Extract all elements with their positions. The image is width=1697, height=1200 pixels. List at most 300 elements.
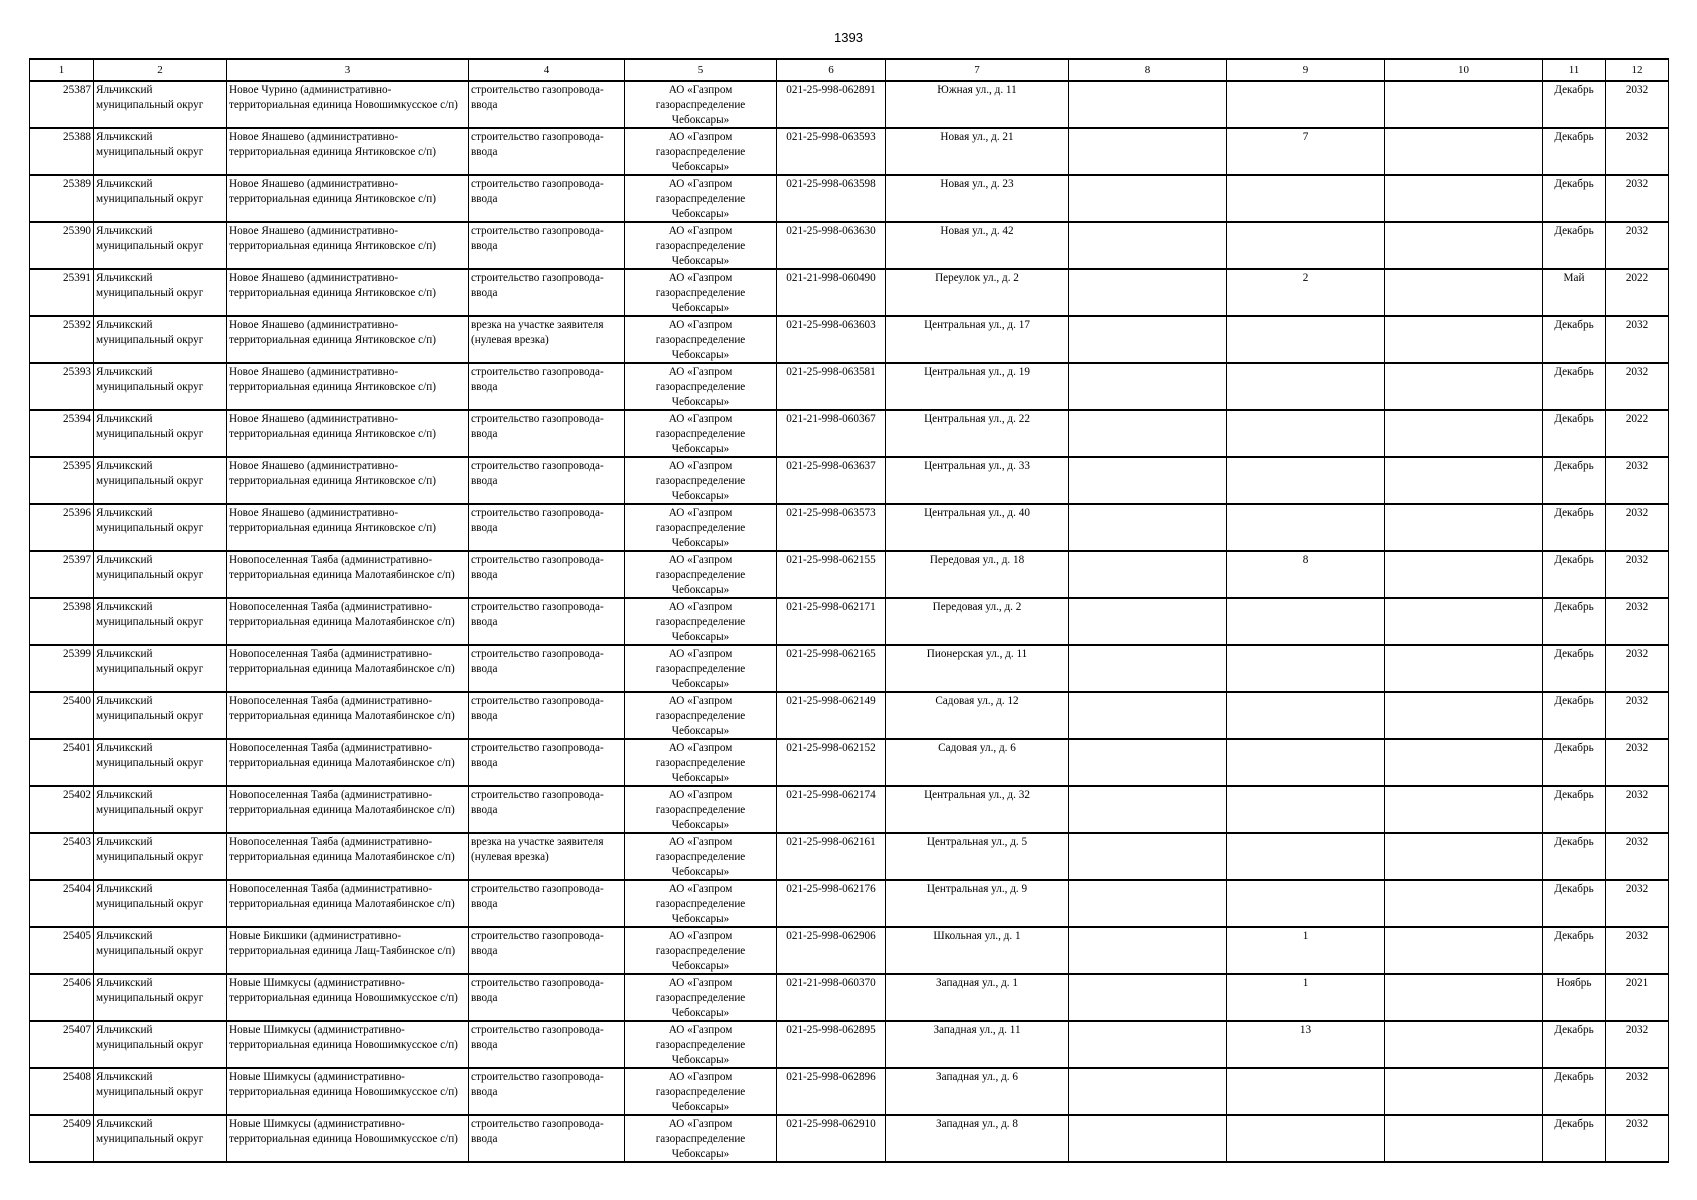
locality-text: Новые Шимкусы (административно-территориальная единица Новошимкусское с/п) [229,1118,458,1145]
address-text: Западная ул., д. 6 [936,1071,1018,1083]
object-code-cell [777,551,886,598]
organization-cell [625,175,777,222]
district-text: Яльчикский муниципальный округ [96,131,204,158]
organization-text: АО «Газпром газораспределение Чебоксары» [655,225,746,267]
table-body [30,81,1669,1162]
address-text: Новая ул., д. 21 [940,131,1014,143]
work-type-cell [469,128,625,175]
organization-text: АО «Газпром газораспределение Чебоксары» [655,1024,746,1066]
address-cell [886,645,1069,692]
column-9-text: 7 [1302,131,1309,143]
month-text: Май [1563,272,1585,284]
column-8-cell [1069,1021,1227,1068]
organization-text: АО «Газпром газораспределение Чебоксары» [655,742,746,784]
work-type-cell [469,974,625,1021]
organization-text: АО «Газпром газораспределение Чебоксары» [655,460,746,502]
address-text: Школьная ул., д. 1 [933,930,1021,942]
year-text: 2022 [1625,272,1649,284]
object-code-cell [777,1021,886,1068]
column-10-cell [1385,128,1543,175]
month-text: Декабрь [1554,225,1594,237]
organization-cell [625,833,777,880]
column-9-cell [1227,833,1385,880]
month-cell [1543,551,1606,598]
object-code-cell [777,457,886,504]
year-text: 2032 [1625,178,1649,190]
year-cell [1606,551,1669,598]
row-number-cell [30,974,94,1021]
object-code-cell [777,222,886,269]
address-cell [886,1115,1069,1162]
month-text: Декабрь [1554,1024,1594,1036]
year-text: 2032 [1625,554,1649,566]
month-text: Декабрь [1554,648,1594,660]
object-code-text: 021-25-998-063593 [786,131,876,143]
column-10-cell [1385,598,1543,645]
district-cell [94,833,227,880]
table-row [30,1115,1669,1162]
column-8-cell [1069,175,1227,222]
column-10-cell [1385,1021,1543,1068]
year-text: 2032 [1625,1024,1649,1036]
object-code-cell [777,786,886,833]
object-code-text: 021-25-998-062910 [786,1118,876,1130]
year-cell [1606,128,1669,175]
year-cell [1606,316,1669,363]
organization-cell [625,1115,777,1162]
object-code-text: 021-25-998-062149 [786,695,876,707]
address-cell [886,598,1069,645]
work-type-text: строительство газопровода-ввода [471,131,604,158]
column-10-cell [1385,269,1543,316]
column-header: 2 [94,59,227,81]
column-9-cell [1227,974,1385,1021]
locality-text: Новое Янашево (административно-территориальная единица Янтиковское с/п) [229,178,436,205]
column-8-cell [1069,222,1227,269]
column-8-cell [1069,786,1227,833]
address-cell [886,81,1069,128]
work-type-cell [469,457,625,504]
row-number-text: 25390 [63,225,91,237]
year-text: 2032 [1625,131,1649,143]
object-code-text: 021-21-998-060490 [786,272,876,284]
year-cell [1606,269,1669,316]
address-text: Садовая ул., д. 12 [935,695,1019,707]
object-code-cell [777,1068,886,1115]
organization-cell [625,128,777,175]
object-code-cell [777,645,886,692]
column-8-cell [1069,551,1227,598]
year-text: 2021 [1625,977,1649,989]
object-code-cell [777,974,886,1021]
locality-cell [227,410,469,457]
row-number-text: 25403 [63,836,91,848]
address-text: Новая ул., д. 42 [940,225,1014,237]
work-type-text: строительство газопровода-ввода [471,272,604,299]
gasification-registry-table [29,58,1669,1163]
month-cell [1543,128,1606,175]
address-cell [886,175,1069,222]
year-text: 2032 [1625,225,1649,237]
work-type-text: строительство газопровода-ввода [471,366,604,393]
row-number-text: 25398 [63,601,91,613]
object-code-text: 021-25-998-062152 [786,742,876,754]
row-number-cell [30,457,94,504]
column-10-cell [1385,81,1543,128]
district-cell [94,1021,227,1068]
table-row [30,1021,1669,1068]
district-cell [94,504,227,551]
column-10-cell [1385,316,1543,363]
column-9-text: 1 [1302,977,1309,989]
object-code-cell [777,598,886,645]
object-code-cell [777,175,886,222]
address-text: Пионерская ул., д. 11 [926,648,1028,660]
table-row [30,410,1669,457]
organization-cell [625,410,777,457]
row-number-cell [30,551,94,598]
district-text: Яльчикский муниципальный округ [96,1118,204,1145]
column-8-cell [1069,81,1227,128]
address-text: Садовая ул., д. 6 [938,742,1016,754]
month-text: Декабрь [1554,366,1594,378]
locality-cell [227,175,469,222]
row-number-text: 25391 [63,272,91,284]
month-text: Декабрь [1554,84,1594,96]
column-8-cell [1069,504,1227,551]
column-9-cell [1227,880,1385,927]
locality-cell [227,457,469,504]
work-type-cell [469,927,625,974]
work-type-cell [469,598,625,645]
year-cell [1606,598,1669,645]
year-text: 2032 [1625,319,1649,331]
row-number-text: 25401 [63,742,91,754]
work-type-text: строительство газопровода-ввода [471,413,604,440]
organization-cell [625,880,777,927]
column-10-cell [1385,786,1543,833]
work-type-cell [469,786,625,833]
month-text: Декабрь [1554,789,1594,801]
address-cell [886,128,1069,175]
column-10-cell [1385,833,1543,880]
table-row [30,316,1669,363]
column-9-text: 1 [1302,930,1309,942]
work-type-text: строительство газопровода-ввода [471,554,604,581]
work-type-cell [469,504,625,551]
organization-text: АО «Газпром газораспределение Чебоксары» [655,554,746,596]
locality-text: Новопоселенная Таяба (административно-территориальная единица Малотаябинское с/п) [229,648,455,675]
column-8-cell [1069,974,1227,1021]
work-type-cell [469,222,625,269]
object-code-text: 021-25-998-062155 [786,554,876,566]
table-row [30,504,1669,551]
column-header: 6 [777,59,886,81]
column-header: 3 [227,59,469,81]
year-cell [1606,927,1669,974]
row-number-text: 25387 [63,84,91,96]
address-text: Передовая ул., д. 2 [932,601,1022,613]
district-text: Яльчикский муниципальный округ [96,554,204,581]
locality-text: Новое Янашево (административно-территориальная единица Янтиковское с/п) [229,507,436,534]
column-9-cell [1227,81,1385,128]
locality-text: Новое Янашево (административно-территориальная единица Янтиковское с/п) [229,366,436,393]
month-cell [1543,457,1606,504]
locality-cell [227,927,469,974]
locality-cell [227,81,469,128]
work-type-cell [469,316,625,363]
object-code-cell [777,410,886,457]
column-9-cell [1227,269,1385,316]
column-9-cell [1227,175,1385,222]
address-cell [886,692,1069,739]
row-number-text: 25397 [63,554,91,566]
year-text: 2032 [1625,648,1649,660]
locality-cell [227,1115,469,1162]
locality-cell [227,739,469,786]
work-type-text: строительство газопровода-ввода [471,178,604,205]
month-text: Декабрь [1554,460,1594,472]
month-cell [1543,504,1606,551]
address-text: Центральная ул., д. 17 [924,319,1030,331]
address-text: Западная ул., д. 8 [936,1118,1018,1130]
column-9-cell [1227,222,1385,269]
locality-text: Новые Шимкусы (административно-территориальная единица Новошимкусское с/п) [229,1024,458,1051]
year-cell [1606,363,1669,410]
row-number-text: 25409 [63,1118,91,1130]
month-text: Декабрь [1554,601,1594,613]
organization-text: АО «Газпром газораспределение Чебоксары» [655,84,746,126]
organization-text: АО «Газпром газораспределение Чебоксары» [655,977,746,1019]
row-number-text: 25394 [63,413,91,425]
row-number-text: 25399 [63,648,91,660]
object-code-cell [777,739,886,786]
district-text: Яльчикский муниципальный округ [96,413,204,440]
district-cell [94,786,227,833]
column-9-cell [1227,927,1385,974]
column-8-cell [1069,692,1227,739]
district-cell [94,598,227,645]
column-9-text: 13 [1299,1024,1312,1036]
district-text: Яльчикский муниципальный округ [96,883,204,910]
district-cell [94,739,227,786]
organization-cell [625,504,777,551]
row-number-cell [30,222,94,269]
object-code-text: 021-25-998-062895 [786,1024,876,1036]
district-cell [94,457,227,504]
row-number-text: 25389 [63,178,91,190]
column-header: 12 [1606,59,1669,81]
row-number-cell [30,1021,94,1068]
column-header: 11 [1543,59,1606,81]
month-text: Декабрь [1554,319,1594,331]
column-10-cell [1385,175,1543,222]
district-text: Яльчикский муниципальный округ [96,695,204,722]
work-type-text: строительство газопровода-ввода [471,977,604,1004]
object-code-text: 021-25-998-063598 [786,178,876,190]
district-cell [94,269,227,316]
organization-text: АО «Газпром газораспределение Чебоксары» [655,601,746,643]
column-8-cell [1069,1068,1227,1115]
table-row [30,81,1669,128]
object-code-cell [777,504,886,551]
work-type-text: строительство газопровода-ввода [471,1071,604,1098]
locality-text: Новое Янашево (административно-территориальная единица Янтиковское с/п) [229,413,436,440]
district-text: Яльчикский муниципальный округ [96,742,204,769]
work-type-text: строительство газопровода-ввода [471,225,604,252]
district-text: Яльчикский муниципальный округ [96,836,204,863]
month-text: Декабрь [1554,413,1594,425]
row-number-text: 25388 [63,131,91,143]
locality-cell [227,128,469,175]
organization-text: АО «Газпром газораспределение Чебоксары» [655,930,746,972]
organization-cell [625,1068,777,1115]
year-text: 2032 [1625,836,1649,848]
column-9-cell [1227,128,1385,175]
address-cell [886,786,1069,833]
organization-text: АО «Газпром газораспределение Чебоксары» [655,836,746,878]
address-cell [886,880,1069,927]
year-text: 2032 [1625,695,1649,707]
row-number-cell [30,927,94,974]
address-text: Центральная ул., д. 40 [924,507,1030,519]
year-cell [1606,504,1669,551]
work-type-text: строительство газопровода-ввода [471,648,604,675]
month-cell [1543,1068,1606,1115]
organization-cell [625,739,777,786]
column-8-cell [1069,880,1227,927]
work-type-text: врезка на участке заявителя (нулевая врезка) [471,836,604,863]
month-cell [1543,692,1606,739]
object-code-text: 021-25-998-062891 [786,84,876,96]
address-text: Передовая ул., д. 18 [929,554,1025,566]
locality-cell [227,504,469,551]
row-number-cell [30,1068,94,1115]
organization-cell [625,222,777,269]
organization-cell [625,316,777,363]
row-number-cell [30,316,94,363]
address-cell [886,457,1069,504]
work-type-cell [469,880,625,927]
organization-text: АО «Газпром газораспределение Чебоксары» [655,1118,746,1160]
column-8-cell [1069,269,1227,316]
year-text: 2032 [1625,460,1649,472]
district-cell [94,222,227,269]
work-type-cell [469,645,625,692]
work-type-text: строительство газопровода-ввода [471,1118,604,1145]
month-text: Декабрь [1554,1118,1594,1130]
row-number-cell [30,504,94,551]
month-text: Декабрь [1554,695,1594,707]
locality-text: Новопоселенная Таяба (административно-территориальная единица Малотаябинское с/п) [229,836,455,863]
object-code-cell [777,128,886,175]
locality-cell [227,974,469,1021]
locality-cell [227,1021,469,1068]
address-cell [886,410,1069,457]
locality-cell [227,645,469,692]
object-code-text: 021-21-998-060367 [786,413,876,425]
work-type-cell [469,1068,625,1115]
organization-text: АО «Газпром газораспределение Чебоксары» [655,695,746,737]
address-text: Центральная ул., д. 32 [924,789,1030,801]
year-text: 2032 [1625,601,1649,613]
object-code-cell [777,81,886,128]
column-9-cell [1227,739,1385,786]
address-cell [886,739,1069,786]
object-code-text: 021-25-998-062171 [786,601,876,613]
object-code-text: 021-25-998-063581 [786,366,876,378]
locality-text: Новые Шимкусы (административно-территориальная единица Новошимкусское с/п) [229,1071,458,1098]
column-8-cell [1069,833,1227,880]
table-row [30,880,1669,927]
row-number-cell [30,128,94,175]
work-type-text: врезка на участке заявителя (нулевая врезка) [471,319,604,346]
table-row [30,692,1669,739]
locality-text: Новопоселенная Таяба (административно-территориальная единица Малотаябинское с/п) [229,554,455,581]
district-text: Яльчикский муниципальный округ [96,930,204,957]
column-header: 10 [1385,59,1543,81]
locality-text: Новое Янашево (административно-территориальная единица Янтиковское с/п) [229,131,436,158]
month-cell [1543,786,1606,833]
organization-cell [625,692,777,739]
row-number-cell [30,269,94,316]
year-cell [1606,81,1669,128]
work-type-text: строительство газопровода-ввода [471,789,604,816]
year-text: 2032 [1625,930,1649,942]
address-text: Западная ул., д. 11 [933,1024,1021,1036]
table-row [30,645,1669,692]
district-cell [94,128,227,175]
locality-text: Новое Чурино (административно-территориальная единица Новошимкусское с/п) [229,84,458,111]
page-number: 1393 [834,30,863,45]
column-10-cell [1385,363,1543,410]
year-cell [1606,880,1669,927]
district-text: Яльчикский муниципальный округ [96,977,204,1004]
locality-cell [227,786,469,833]
column-header: 9 [1227,59,1385,81]
address-text: Центральная ул., д. 33 [924,460,1030,472]
row-number-cell [30,692,94,739]
address-cell [886,833,1069,880]
column-9-cell [1227,363,1385,410]
district-cell [94,316,227,363]
district-text: Яльчикский муниципальный округ [96,648,204,675]
organization-text: АО «Газпром газораспределение Чебоксары» [655,789,746,831]
object-code-text: 021-25-998-062896 [786,1071,876,1083]
address-cell [886,363,1069,410]
month-cell [1543,222,1606,269]
year-cell [1606,739,1669,786]
locality-text: Новопоселенная Таяба (административно-территориальная единица Малотаябинское с/п) [229,601,455,628]
organization-cell [625,974,777,1021]
district-text: Яльчикский муниципальный округ [96,460,204,487]
address-cell [886,927,1069,974]
month-text: Декабрь [1554,131,1594,143]
table-row [30,175,1669,222]
district-cell [94,692,227,739]
year-text: 2032 [1625,1071,1649,1083]
row-number-cell [30,645,94,692]
object-code-cell [777,833,886,880]
district-text: Яльчикский муниципальный округ [96,789,204,816]
month-cell [1543,363,1606,410]
row-number-text: 25404 [63,883,91,895]
month-cell [1543,833,1606,880]
column-10-cell [1385,974,1543,1021]
table-row [30,1068,1669,1115]
table-row [30,363,1669,410]
locality-text: Новые Бикшики (административно-территориальная единица Лащ-Таябинское с/п) [229,930,456,957]
